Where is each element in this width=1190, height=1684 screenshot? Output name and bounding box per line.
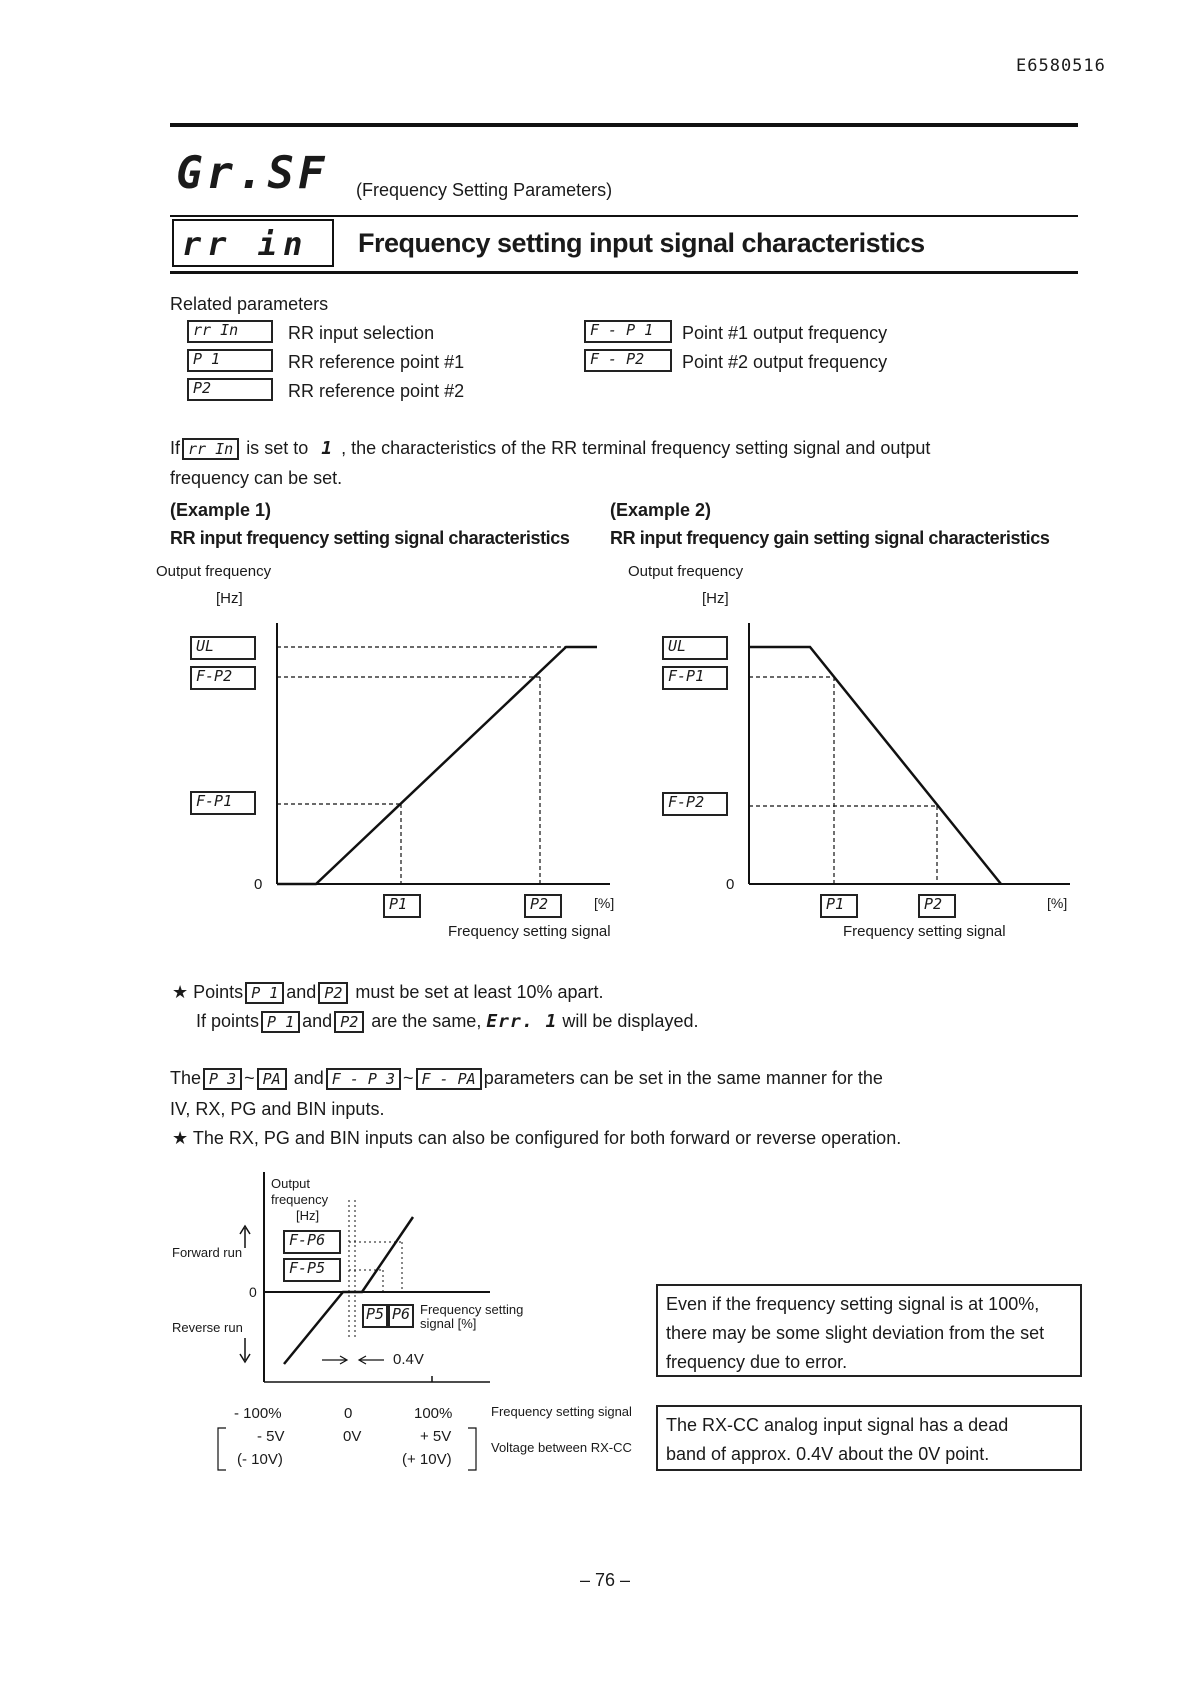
example2-ycode-ul: UL <box>662 636 728 660</box>
note3-code-p3: P 3 <box>203 1068 242 1090</box>
box1-line-3: frequency due to error. <box>666 1352 848 1372</box>
tick-v10-neg: (- 10V) <box>237 1451 283 1468</box>
diag3-ycode-fp5: F-P5 <box>283 1258 341 1282</box>
group-code: Gr.SF <box>176 148 329 199</box>
diag3-forward: Forward run <box>172 1245 243 1260</box>
tick-pct-neg: - 100% <box>234 1405 282 1422</box>
group-title: (Frequency Setting Parameters) <box>356 180 613 200</box>
note2-code-p2: P2 <box>334 1011 364 1033</box>
diag3-deadband: 0.4V <box>393 1351 424 1368</box>
diag3-ylabel-2: frequency <box>271 1192 329 1207</box>
document-id: E6580516 <box>1016 56 1106 76</box>
example1-xcode-p1: P1 <box>383 894 421 918</box>
box1-line-1: Even if the frequency setting signal is at 100%, <box>666 1294 1040 1314</box>
diag3-zero: 0 <box>249 1284 257 1300</box>
diag3-reverse: Reverse run <box>172 1320 243 1335</box>
note3-code-fp3: F - P 3 <box>326 1068 401 1090</box>
page-number: – 76 – <box>580 1570 631 1590</box>
note2-code-p1: P 1 <box>261 1011 300 1033</box>
diag3-xlabel-2: signal [%] <box>420 1316 477 1331</box>
example2-zero: 0 <box>726 876 735 893</box>
related-code-p2: P2 <box>187 378 273 401</box>
example1-yunit: [Hz] <box>216 590 243 607</box>
intro-if: If <box>170 438 181 458</box>
note1-rest: must be set at least 10% apart. <box>355 982 604 1002</box>
star-icon: ★ <box>172 1128 189 1148</box>
row-label-voltage: Voltage between RX-CC <box>491 1440 632 1455</box>
related-label-p1: RR reference point #1 <box>288 352 465 372</box>
note1-code-p2: P2 <box>318 982 348 1004</box>
note1-and: and <box>286 982 317 1002</box>
example1-xunit: [%] <box>594 895 615 911</box>
note3-and: and <box>293 1068 324 1088</box>
left-bracket <box>218 1428 226 1470</box>
diag3-ylabel-1: Output <box>271 1176 311 1191</box>
example1-xlabel: Frequency setting signal <box>448 923 611 940</box>
related-label-p2: RR reference point #2 <box>288 381 465 401</box>
example2-xunit: [%] <box>1047 895 1068 911</box>
note-box-deviation <box>656 1284 1082 1377</box>
intro-line-2: frequency can be set. <box>170 468 343 488</box>
related-code-fp2: F - P2 <box>584 349 672 372</box>
example1-ycode-fp1: F-P1 <box>190 791 256 815</box>
tick-pct-pos: 100% <box>414 1405 453 1422</box>
right-bracket <box>468 1428 476 1470</box>
intro-value: 1 <box>321 438 334 459</box>
example1-zero: 0 <box>254 876 263 893</box>
example2-title: RR input frequency gain setting signal characteristics <box>610 528 1050 548</box>
tick-v-pos: + 5V <box>420 1428 452 1445</box>
param-code: rr in <box>182 225 309 263</box>
example1-ycode-ul: UL <box>190 636 256 660</box>
diag3-xlabel-1: Frequency setting <box>420 1302 524 1317</box>
tick-v10-pos: (+ 10V) <box>402 1451 452 1468</box>
note2-if-points: If points <box>196 1011 260 1031</box>
related-code-p1: P 1 <box>187 349 273 372</box>
diag3-xcode-p5: P5 <box>362 1304 388 1328</box>
note3-tilde-1: ~ <box>244 1068 255 1088</box>
diag3-yunit: [Hz] <box>296 1208 320 1223</box>
row-label-signal: Frequency setting signal <box>491 1404 632 1419</box>
related-code-fp1: F - P 1 <box>584 320 672 343</box>
example2-ycode-fp2: F-P2 <box>662 792 728 816</box>
example2-xlabel: Frequency setting signal <box>843 923 1006 940</box>
note3-code-pa: PA <box>257 1068 287 1090</box>
note2-and: and <box>302 1011 333 1031</box>
note3-rest: parameters can be set in the same manner for the <box>483 1068 883 1088</box>
note2-error-code: Err. 1 <box>486 1011 558 1032</box>
tick-pct-zero: 0 <box>344 1405 353 1422</box>
related-code-rr-in: rr In <box>187 320 273 343</box>
example2-xcode-p2: P2 <box>918 894 956 918</box>
note2-displayed: will be displayed. <box>562 1011 699 1031</box>
example2-xcode-p1: P1 <box>820 894 858 918</box>
box2-line-1: The RX-CC analog input signal has a dead <box>666 1415 1009 1435</box>
tick-v-neg: - 5V <box>257 1428 285 1445</box>
note1-code-p1: P 1 <box>245 982 284 1004</box>
note2-same: are the same, <box>371 1011 482 1031</box>
note1-points: Points <box>193 982 244 1002</box>
param-title: Frequency setting input signal characteristics <box>358 228 925 258</box>
example1-xcode-p2: P2 <box>524 894 562 918</box>
note-line-4: IV, RX, PG and BIN inputs. <box>170 1099 385 1119</box>
box2-line-2: band of approx. 0.4V about the 0V point. <box>666 1444 990 1464</box>
related-heading: Related parameters <box>170 294 329 314</box>
example1-ylabel: Output frequency <box>156 563 272 580</box>
related-label-fp1: Point #1 output frequency <box>682 323 888 343</box>
example1-title: RR input frequency setting signal characteristics <box>170 528 570 548</box>
note3-tilde-2: ~ <box>402 1068 414 1088</box>
diag3-xcode-p6: P6 <box>388 1304 414 1328</box>
example1-ycode-fp2: F-P2 <box>190 666 256 690</box>
example1-label: (Example 1) <box>170 500 272 520</box>
intro-code: rr In <box>182 438 239 460</box>
related-label-fp2: Point #2 output frequency <box>682 352 888 372</box>
example2-ylabel: Output frequency <box>628 563 744 580</box>
note3-code-fpa: F - PA <box>416 1068 482 1090</box>
box1-line-2: there may be some slight deviation from the set <box>666 1323 1045 1343</box>
example2-label: (Example 2) <box>610 500 712 520</box>
related-label-rr-in: RR input selection <box>288 323 435 343</box>
intro-rest: , the characteristics of the RR terminal frequency setting signal and output <box>341 438 931 458</box>
intro-is-set-to: is set to <box>246 438 309 458</box>
note3-the: The <box>170 1068 202 1088</box>
tick-v-zero: 0V <box>343 1428 362 1445</box>
note-box-deadband <box>656 1405 1082 1471</box>
star-icon: ★ <box>172 982 189 1002</box>
example2-ycode-fp1: F-P1 <box>662 666 728 690</box>
note5-text: The RX, PG and BIN inputs can also be configured for both forward or reverse operation. <box>192 1128 902 1148</box>
diag3-ycode-fp6: F-P6 <box>283 1230 341 1254</box>
example2-yunit: [Hz] <box>702 590 729 607</box>
